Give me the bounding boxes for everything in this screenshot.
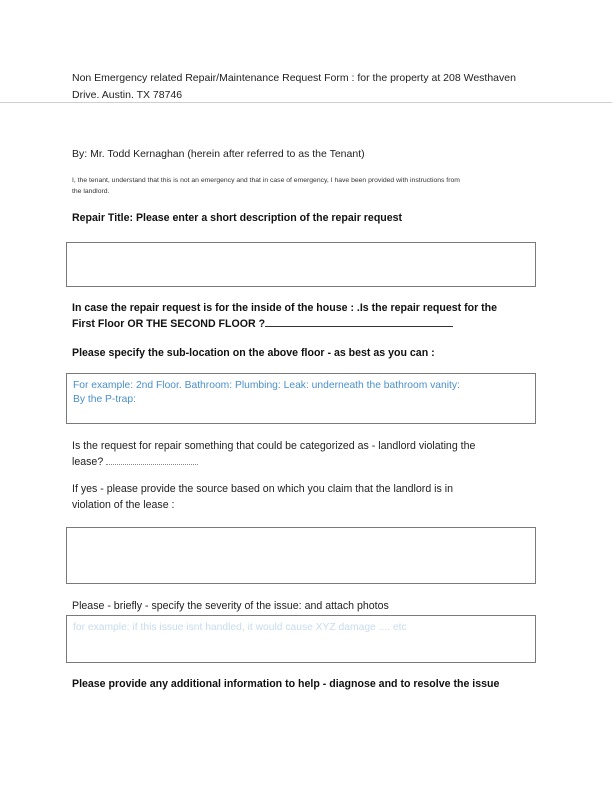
severity-hint: for example: if this issue isnt handled, it would cause XYZ damage .... etc	[73, 622, 407, 633]
lease-source-question	[72, 481, 542, 513]
lease-question-line1: Is the request for repair something that could be categorized as - landlord violating the	[72, 440, 476, 452]
form-title	[72, 70, 542, 104]
repair-title-field[interactable]	[66, 242, 536, 287]
floor-question-line2	[72, 316, 542, 332]
floor-question-line2-text: First Floor OR THE SECOND FLOOR ?	[72, 318, 266, 330]
tenant-disclaimer	[72, 175, 542, 197]
disclaimer-line1: I, the tenant, understand that this is not an emergency and that in case of emergency, I have been provided with instructions from	[72, 177, 460, 184]
additional-info-label: Please provide any additional information to help - diagnose and to resolve the issue	[72, 678, 500, 690]
disclaimer-line2: the landlord.	[72, 188, 110, 195]
form-title-line2: Drive. Austin. TX 78746	[72, 89, 183, 101]
lease-answer-blank[interactable]	[106, 455, 198, 465]
floor-question-line1: In case the repair request is for the inside of the house : .Is the repair request for the	[72, 302, 498, 314]
lease-source-line2: violation of the lease :	[72, 499, 175, 511]
sub-location-label: Please specify the sub-location on the above floor - as best as you can :	[72, 347, 435, 359]
sub-location-field[interactable]	[66, 373, 536, 424]
repair-title-label: Repair Title: Please enter a short description of the repair request	[72, 212, 403, 224]
floor-question	[72, 300, 542, 332]
form-title-line1: Non Emergency related Repair/Maintenance Request Form : for the property at 208 Westhaven	[72, 72, 516, 84]
severity-label: Please - briefly - specify the severity of the issue: and attach photos	[72, 600, 389, 612]
sub-location-hint-line2: By the P-trap:	[73, 394, 136, 405]
lease-source-line1: If yes - please provide the source based on which you claim that the landlord is in	[72, 483, 453, 495]
lease-source-field[interactable]	[66, 527, 536, 584]
lease-question-line2	[72, 454, 542, 470]
tenant-by-line: By: Mr. Todd Kernaghan (herein after referred to as the Tenant)	[72, 148, 365, 160]
lease-question-line2-text: lease?	[72, 456, 104, 468]
severity-field[interactable]	[66, 615, 536, 663]
sub-location-hint	[73, 379, 529, 407]
lease-violation-question	[72, 438, 542, 470]
header-divider	[0, 102, 612, 103]
floor-answer-blank[interactable]	[265, 317, 453, 327]
sub-location-hint-line1: For example: 2nd Floor. Bathroom: Plumbing: Leak: underneath the bathroom vanity:	[73, 380, 460, 391]
